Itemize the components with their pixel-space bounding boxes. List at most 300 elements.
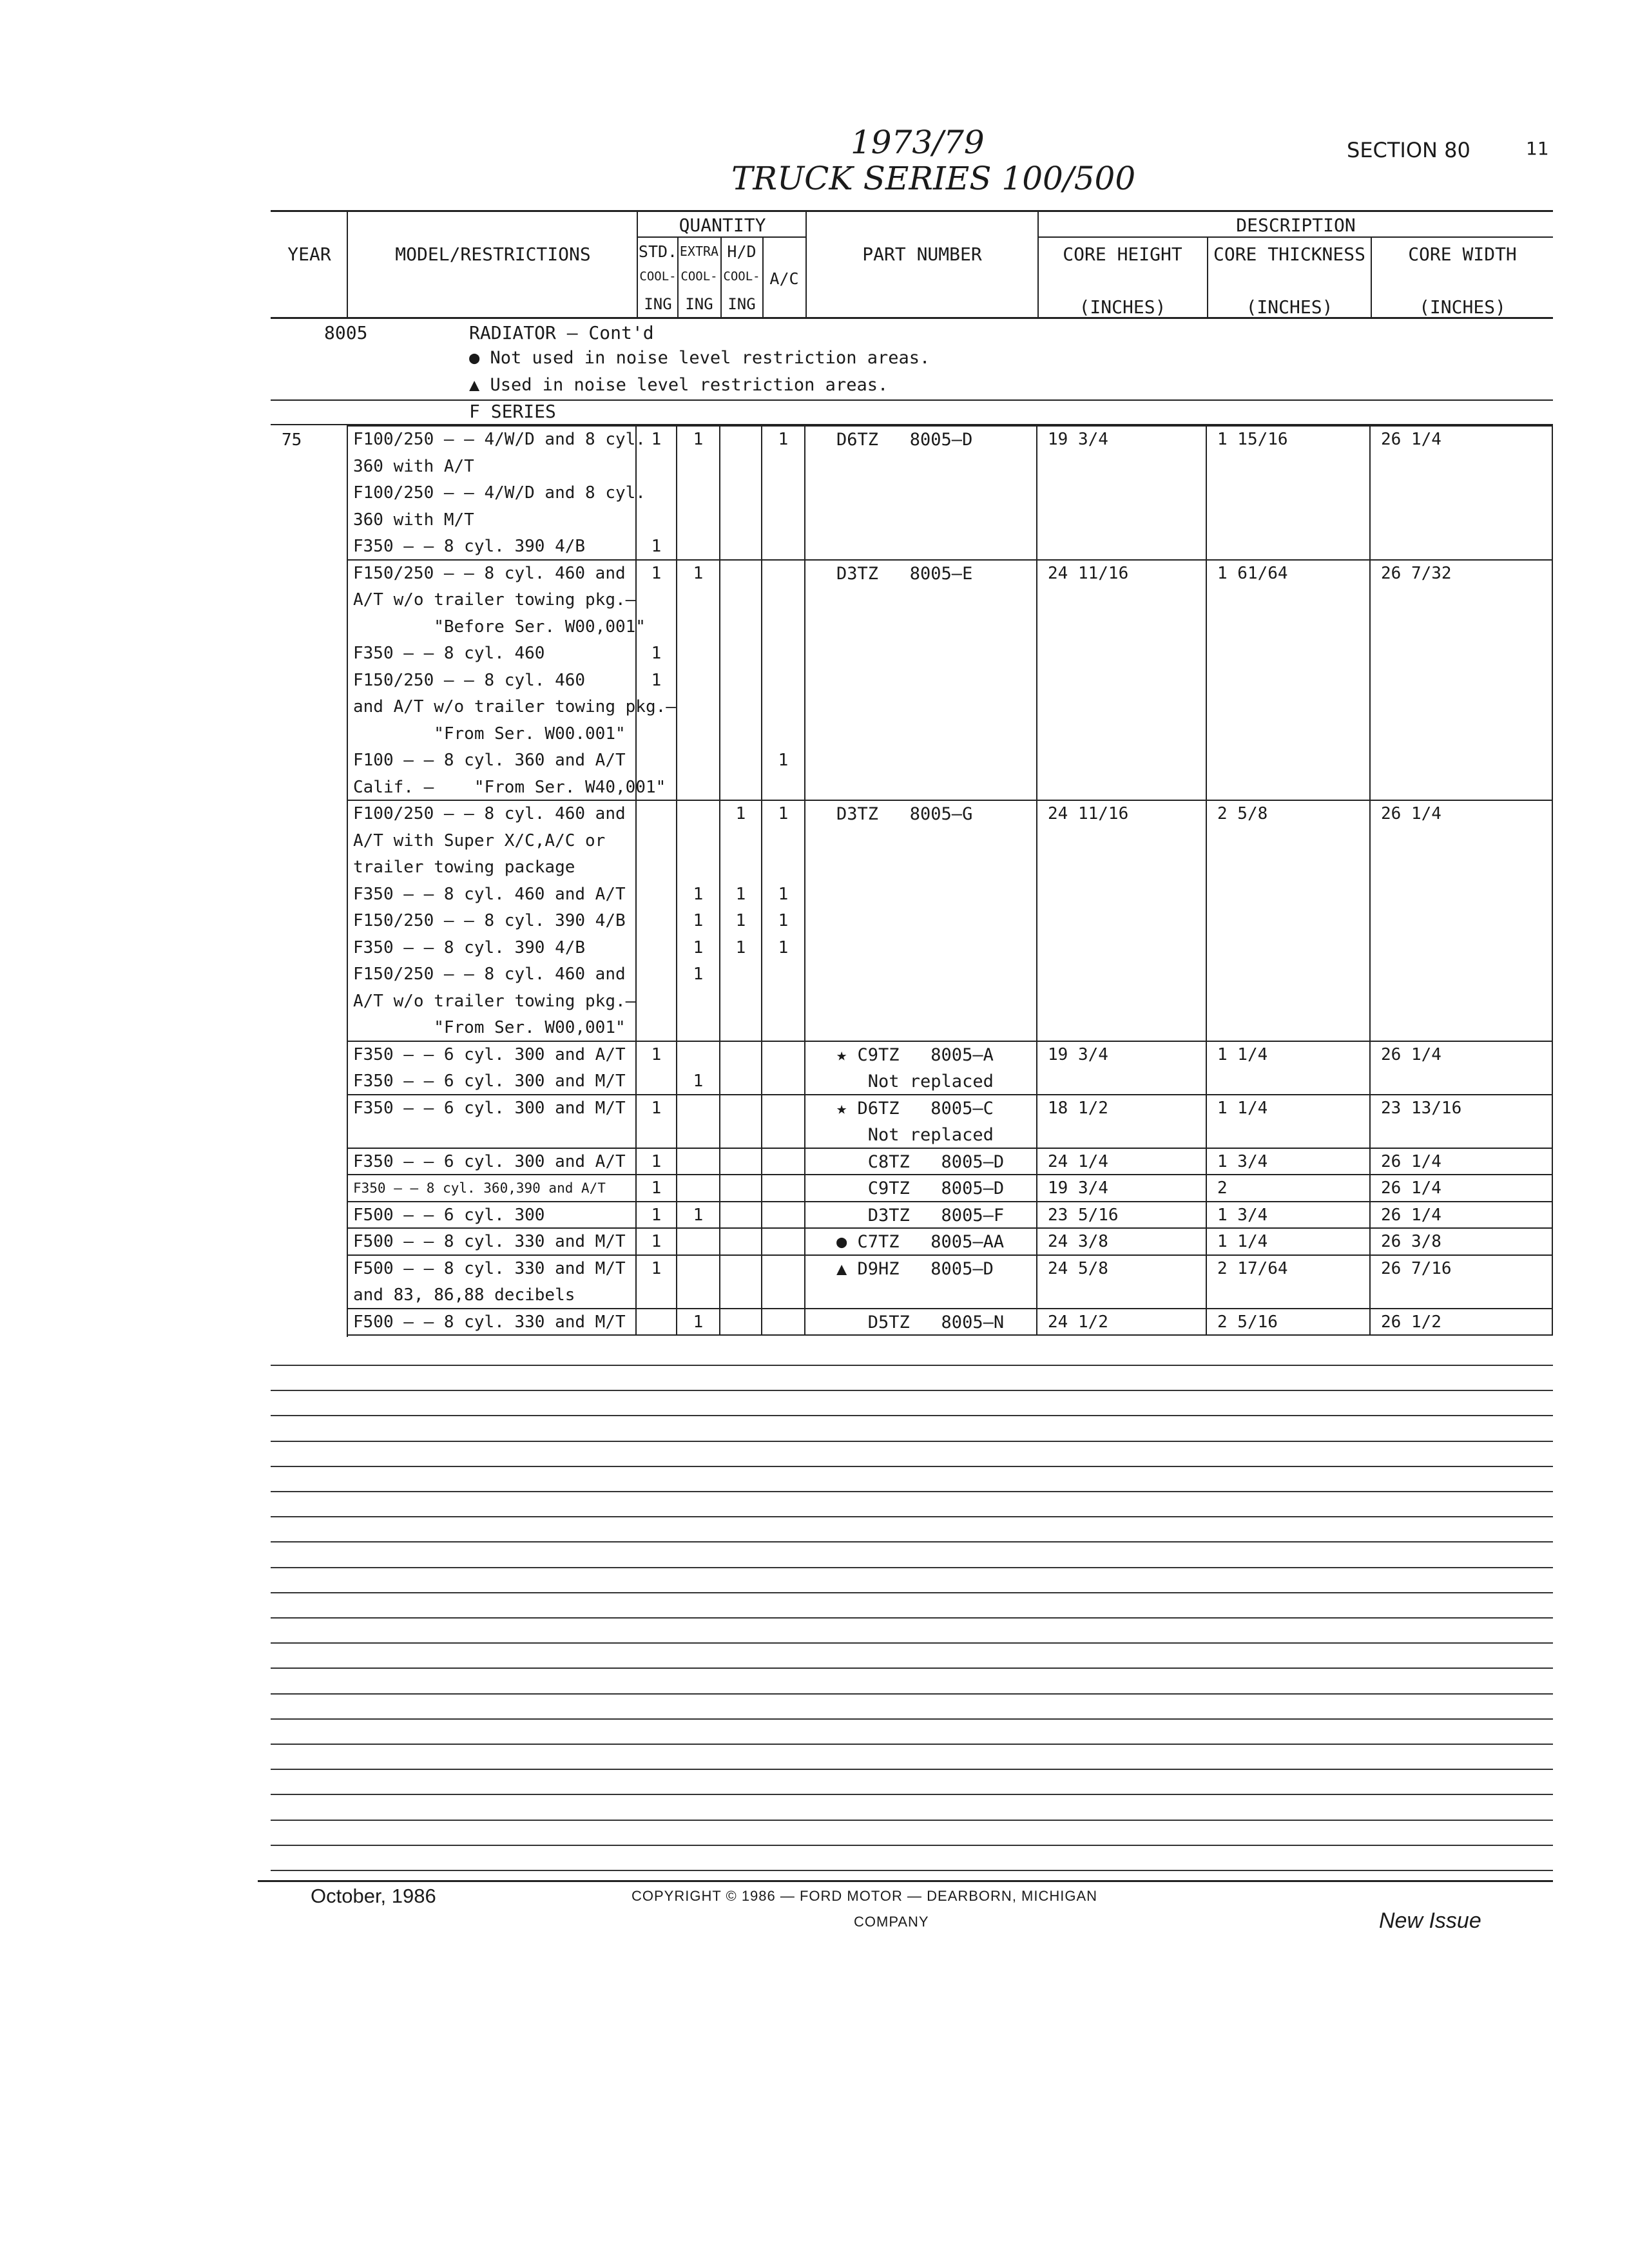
width-cell (1371, 1229, 1553, 1256)
model-line: F350 – – 8 cyl. 360,390 and A/T (353, 1180, 606, 1196)
quantity-cell (677, 1175, 720, 1202)
quantity-value (720, 1122, 761, 1149)
quantity-rule (638, 236, 807, 238)
quantity-value (720, 587, 761, 614)
quantity-value: 1 (735, 884, 746, 904)
core-height-value: 24 11/16 (1048, 804, 1129, 823)
quantity-cell (720, 1256, 762, 1309)
col-core-thickness-unit: (INCHES) (1246, 296, 1333, 318)
table-row (348, 1227, 1553, 1256)
model-line: A/T with Super X/C,A/C or (353, 831, 606, 850)
quantity-value (637, 988, 676, 1015)
quantity-value (677, 774, 719, 802)
height-cell (1037, 1175, 1207, 1202)
quantity-value: 1 (693, 1072, 704, 1091)
quantity-value (720, 747, 761, 774)
quantity-cell (677, 561, 720, 802)
quantity-value (762, 1122, 804, 1149)
col-extra: EXTRA (679, 244, 719, 259)
quantity-value: 1 (651, 563, 662, 583)
model-line: trailer towing package (353, 858, 575, 877)
quantity-value (762, 1309, 804, 1336)
quantity-value (677, 614, 719, 641)
quantity-value (677, 1282, 719, 1309)
quantity-value (720, 721, 761, 748)
height-cell (1037, 1042, 1207, 1095)
quantity-cell (720, 1229, 762, 1256)
quantity-value (762, 1015, 804, 1042)
quantity-value (677, 480, 719, 507)
quantity-value: 1 (693, 563, 704, 583)
thickness-cell (1207, 1309, 1371, 1336)
quantity-value (677, 801, 719, 828)
blank-line (271, 1491, 1553, 1492)
quantity-value (677, 1256, 719, 1283)
quantity-cell (637, 1309, 677, 1336)
model-line: "From Ser. W00,001" (353, 1018, 626, 1037)
table-row (348, 800, 1553, 1042)
thickness-cell (1207, 1175, 1371, 1202)
quantity-value (637, 854, 676, 881)
quantity-value: 1 (693, 1205, 704, 1225)
quantity-cell (762, 1149, 805, 1176)
quantity-cell (762, 427, 805, 561)
footer-issue: New Issue (1379, 1908, 1481, 1933)
note-not-used: ● Not used in noise level restriction areas. (469, 348, 930, 368)
core-width-value: 26 1/4 (1381, 1044, 1441, 1064)
quantity-value (720, 480, 761, 507)
table-row (348, 1174, 1553, 1202)
part-number-cell (805, 1042, 1037, 1095)
part-number: D3TZ 8005–G (836, 804, 973, 824)
quantity-value: 1 (735, 804, 746, 823)
model-line: F150/250 – – 8 cyl. 460 and (353, 965, 626, 984)
quantity-value (637, 801, 676, 828)
quantity-value (677, 1015, 719, 1042)
core-thickness-value: 1 61/64 (1217, 563, 1288, 583)
part-number: D5TZ 8005–N (836, 1312, 1005, 1332)
quantity-value (762, 454, 804, 481)
part-number: Not replaced (836, 1072, 994, 1091)
height-cell (1037, 561, 1207, 802)
core-thickness-value: 2 (1217, 1178, 1228, 1198)
core-height-value: 19 3/4 (1048, 430, 1108, 449)
thickness-cell (1207, 1095, 1371, 1149)
quantity-value (637, 614, 676, 641)
quantity-value (677, 1229, 719, 1256)
width-cell (1371, 1256, 1553, 1309)
quantity-value: 1 (651, 1205, 662, 1225)
quantity-cell (762, 801, 805, 1042)
part-number: Not replaced (836, 1125, 994, 1145)
title-series: TRUCK SERIES 100/500 (731, 160, 1136, 197)
quantity-value (762, 1149, 804, 1176)
model-cell (348, 1256, 637, 1309)
footer-copyright: COPYRIGHT © 1986 — FORD MOTOR — DEARBORN, MICHIGAN (631, 1888, 1098, 1904)
thickness-cell (1207, 1229, 1371, 1256)
quantity-value: 1 (651, 1178, 662, 1198)
model-line: F350 – – 6 cyl. 300 and M/T (353, 1072, 626, 1091)
blank-line (271, 1769, 1553, 1770)
quantity-value: 1 (651, 670, 662, 690)
col-core-width-unit: (INCHES) (1419, 296, 1506, 318)
quantity-value (762, 774, 804, 802)
model-cell (348, 1149, 637, 1176)
core-height-value: 24 11/16 (1048, 563, 1129, 583)
core-width-value: 26 1/4 (1381, 1178, 1441, 1198)
quantity-value (720, 1042, 761, 1069)
core-thickness-value: 2 5/8 (1217, 804, 1268, 823)
quantity-value (762, 1095, 804, 1122)
model-line (348, 1122, 635, 1149)
width-cell (1371, 1202, 1553, 1229)
width-cell (1371, 801, 1553, 1042)
quantity-value (762, 1068, 804, 1095)
col-ac: A/C (769, 269, 799, 288)
footer-date: October, 1986 (311, 1885, 436, 1907)
col-std-2: COOL- (639, 269, 677, 284)
width-cell (1371, 1095, 1553, 1149)
quantity-value (720, 1256, 761, 1283)
model-cell (348, 1175, 637, 1202)
quantity-value (762, 561, 804, 588)
model-line: F100/250 – – 4/W/D and 8 cyl. (353, 430, 646, 449)
table-row (348, 1254, 1553, 1309)
quantity-value (637, 881, 676, 908)
blank-line (271, 1744, 1553, 1745)
footer-rule (258, 1880, 1553, 1882)
quantity-value: 1 (651, 1232, 662, 1251)
quantity-value (762, 1175, 804, 1202)
part-number: ★ D6TZ 8005–C (836, 1098, 994, 1119)
quantity-value: 1 (651, 1151, 662, 1171)
table-row (348, 1308, 1553, 1336)
quantity-cell (677, 1229, 720, 1256)
quantity-value: 1 (778, 911, 789, 930)
thickness-cell (1207, 1149, 1371, 1176)
quantity-value (637, 828, 676, 855)
width-cell (1371, 561, 1553, 802)
description-rule (1037, 236, 1553, 238)
title-year-range: 1973/79 (851, 124, 985, 161)
quantity-value (762, 507, 804, 534)
quantity-cell (637, 1256, 677, 1309)
quantity-cell (637, 1149, 677, 1176)
quantity-cell (677, 1095, 720, 1149)
quantity-value (677, 454, 719, 481)
quantity-value (637, 454, 676, 481)
model-line: "From Ser. W00.001" (353, 724, 626, 744)
model-line: 360 with M/T (353, 510, 474, 530)
quantity-value (762, 988, 804, 1015)
quantity-value (637, 721, 676, 748)
blank-line (271, 1390, 1553, 1391)
table-row (348, 559, 1553, 802)
core-height-value: 23 5/16 (1048, 1205, 1119, 1225)
quantity-value (720, 988, 761, 1015)
quantity-cell (677, 1256, 720, 1309)
part-number-cell (805, 1256, 1037, 1309)
quantity-value (720, 1068, 761, 1095)
quantity-value (677, 668, 719, 695)
quantity-cell (762, 1229, 805, 1256)
col-core-thickness: CORE THICKNESS (1213, 244, 1365, 265)
core-width-value: 26 7/16 (1381, 1258, 1452, 1278)
blank-line (271, 1592, 1553, 1593)
thickness-cell (1207, 1256, 1371, 1309)
quantity-value: 1 (778, 884, 789, 904)
model-line: F150/250 – – 8 cyl. 460 (353, 670, 586, 690)
quantity-value (762, 480, 804, 507)
part-number-cell (805, 1095, 1037, 1149)
width-cell (1371, 1149, 1553, 1176)
core-width-value: 26 3/8 (1381, 1232, 1441, 1251)
model-line: "Before Ser. W00,001" (353, 617, 646, 637)
part-number-cell (805, 1202, 1037, 1229)
quantity-value (720, 561, 761, 588)
quantity-cell (720, 1309, 762, 1336)
core-thickness-value: 2 17/64 (1217, 1258, 1288, 1278)
quantity-cell (677, 1042, 720, 1095)
quantity-cell (720, 1095, 762, 1149)
model-line: F500 – – 6 cyl. 300 (353, 1205, 545, 1225)
col-year: YEAR (287, 244, 331, 265)
part-number: ● C7TZ 8005–AA (836, 1232, 1005, 1252)
quantity-cell (720, 801, 762, 1042)
quantity-value (720, 533, 761, 561)
height-cell (1037, 1202, 1207, 1229)
core-height-value: 18 1/2 (1048, 1098, 1108, 1118)
model-line: 360 with A/T (353, 456, 474, 476)
quantity-cell (637, 1202, 677, 1229)
model-line: and 83, 86,88 decibels (353, 1285, 575, 1305)
width-cell (1371, 427, 1553, 561)
part-number-cell (805, 1149, 1037, 1176)
table-row (348, 425, 1553, 561)
table-row (348, 1201, 1553, 1229)
quantity-cell (762, 1256, 805, 1309)
quantity-value: 1 (735, 937, 746, 957)
table-row (348, 1148, 1553, 1176)
part-number: C9TZ 8005–D (836, 1178, 1005, 1198)
col-model: MODEL/RESTRICTIONS (395, 244, 591, 265)
quantity-value (677, 587, 719, 614)
notes-rule (271, 399, 1553, 401)
quantity-value (762, 1229, 804, 1256)
quantity-value (677, 721, 719, 748)
quantity-cell (762, 1095, 805, 1149)
height-cell (1037, 801, 1207, 1042)
quantity-value (677, 507, 719, 534)
thickness-cell (1207, 561, 1371, 802)
blank-line (271, 1541, 1553, 1542)
quantity-cell (637, 561, 677, 802)
quantity-value (677, 1095, 719, 1122)
width-cell (1371, 1042, 1553, 1095)
quantity-value: 1 (778, 804, 789, 823)
quantity-value (637, 1015, 676, 1042)
part-number: C8TZ 8005–D (836, 1151, 1005, 1172)
quantity-value: 1 (651, 1258, 662, 1278)
section-code: 8005 (324, 322, 368, 343)
quantity-value: 1 (651, 644, 662, 663)
height-cell (1037, 1095, 1207, 1149)
model-line: F350 – – 6 cyl. 300 and A/T (353, 1151, 626, 1171)
core-thickness-value: 1 1/4 (1217, 1044, 1268, 1064)
footer-company: COMPANY (854, 1914, 929, 1930)
quantity-value (720, 961, 761, 988)
quantity-value (720, 427, 761, 454)
quantity-value (637, 935, 676, 962)
quantity-cell (762, 1202, 805, 1229)
quantity-value (637, 507, 676, 534)
quantity-value (762, 1282, 804, 1309)
quantity-value (762, 1042, 804, 1069)
blank-line (271, 1718, 1553, 1720)
quantity-value (762, 854, 804, 881)
note-used: ▲ Used in noise level restriction areas. (469, 375, 889, 395)
quantity-value (637, 1068, 676, 1095)
model-line: F350 – – 8 cyl. 460 and A/T (353, 884, 626, 904)
table-bottom-rule (348, 1334, 1553, 1336)
page-number: 11 (1526, 138, 1549, 159)
model-line: F350 – – 6 cyl. 300 and M/T (353, 1098, 626, 1118)
core-thickness-value: 1 1/4 (1217, 1098, 1268, 1118)
col-core-height: CORE HEIGHT (1063, 244, 1182, 265)
quantity-value (762, 587, 804, 614)
table-row (348, 1094, 1553, 1149)
model-line: A/T w/o trailer towing pkg.– (353, 991, 636, 1011)
section-name: RADIATOR — Cont'd (469, 322, 654, 343)
blank-line (271, 1693, 1553, 1695)
quantity-value (720, 668, 761, 695)
blank-line (271, 1820, 1553, 1821)
quantity-value (720, 1229, 761, 1256)
model-line: F100 – – 8 cyl. 360 and A/T (353, 751, 626, 770)
section-label: SECTION 80 (1347, 138, 1470, 162)
quantity-value: 1 (693, 1312, 704, 1332)
quantity-value (762, 1256, 804, 1283)
col-extra-3: ING (685, 295, 713, 313)
model-year: 75 (282, 430, 302, 450)
core-width-value: 26 7/32 (1381, 563, 1452, 583)
blank-line (271, 1441, 1553, 1442)
thickness-cell (1207, 1042, 1371, 1095)
quantity-cell (762, 1042, 805, 1095)
width-cell (1371, 1175, 1553, 1202)
model-line: F500 – – 8 cyl. 330 and M/T (353, 1232, 626, 1251)
height-cell (1037, 1229, 1207, 1256)
quantity-value (720, 640, 761, 668)
quantity-value: 1 (693, 965, 704, 984)
quantity-value: 1 (693, 430, 704, 449)
core-thickness-value: 1 15/16 (1217, 430, 1288, 449)
model-cell (348, 1229, 637, 1256)
blank-line (271, 1845, 1553, 1846)
model-cell (348, 1042, 637, 1095)
quantity-value (637, 587, 676, 614)
model-line: F150/250 – – 8 cyl. 390 4/B (353, 911, 626, 930)
quantity-value: 1 (651, 537, 662, 556)
quantity-value (637, 1122, 676, 1149)
quantity-cell (677, 1202, 720, 1229)
part-number-cell (805, 1175, 1037, 1202)
part-number: ★ C9TZ 8005–A (836, 1044, 994, 1065)
col-quantity: QUANTITY (679, 215, 766, 236)
quantity-value: 1 (778, 937, 789, 957)
part-number-cell (805, 1229, 1037, 1256)
quantity-value (677, 854, 719, 881)
quantity-value (637, 961, 676, 988)
width-cell (1371, 1309, 1553, 1336)
core-width-value: 26 1/4 (1381, 804, 1441, 823)
quantity-cell (637, 1095, 677, 1149)
blank-line (271, 1365, 1553, 1366)
core-height-value: 19 3/4 (1048, 1044, 1108, 1064)
quantity-cell (720, 561, 762, 802)
quantity-value (720, 1149, 761, 1176)
quantity-value: 1 (693, 911, 704, 930)
core-thickness-value: 2 5/16 (1217, 1312, 1278, 1332)
quantity-value (677, 747, 719, 774)
height-cell (1037, 1149, 1207, 1176)
quantity-value (720, 1175, 761, 1202)
col-std-3: ING (644, 295, 672, 313)
quantity-value: 1 (778, 430, 789, 449)
blank-line (271, 1617, 1553, 1619)
quantity-cell (720, 1175, 762, 1202)
model-line: F500 – – 8 cyl. 330 and M/T (353, 1258, 626, 1278)
quantity-value (720, 1282, 761, 1309)
part-number-cell (805, 801, 1037, 1042)
core-height-value: 24 1/4 (1048, 1151, 1108, 1171)
model-line: F350 – – 6 cyl. 300 and A/T (353, 1044, 626, 1064)
quantity-value (637, 747, 676, 774)
core-thickness-value: 1 3/4 (1217, 1151, 1268, 1171)
model-line: Calif. – "From Ser. W40,001" (353, 777, 666, 797)
quantity-value (637, 1282, 676, 1309)
model-cell (348, 801, 637, 1042)
thickness-cell (1207, 801, 1371, 1042)
quantity-cell (637, 1042, 677, 1095)
core-height-value: 24 1/2 (1048, 1312, 1108, 1332)
quantity-cell (677, 1149, 720, 1176)
col-std: STD. (638, 242, 678, 261)
quantity-value (720, 1095, 761, 1122)
quantity-value (720, 1202, 761, 1229)
series-label: F SERIES (469, 401, 556, 422)
core-height-value: 19 3/4 (1048, 1178, 1108, 1198)
model-cell (348, 1095, 637, 1149)
quantity-value (762, 1202, 804, 1229)
quantity-value (720, 507, 761, 534)
quantity-value (637, 694, 676, 721)
blank-line (271, 1466, 1553, 1467)
quantity-cell (677, 801, 720, 1042)
quantity-cell (720, 427, 762, 561)
model-line: and A/T w/o trailer towing pkg.– (353, 697, 676, 716)
quantity-value (720, 1015, 761, 1042)
model-cell (348, 1309, 637, 1336)
quantity-value (720, 774, 761, 802)
core-height-value: 24 3/8 (1048, 1232, 1108, 1251)
quantity-cell (677, 427, 720, 561)
quantity-value (720, 454, 761, 481)
quantity-cell (637, 427, 677, 561)
quantity-value (677, 533, 719, 561)
part-number: D3TZ 8005–F (836, 1205, 1005, 1225)
model-line: A/T w/o trailer towing pkg.– (353, 590, 636, 610)
